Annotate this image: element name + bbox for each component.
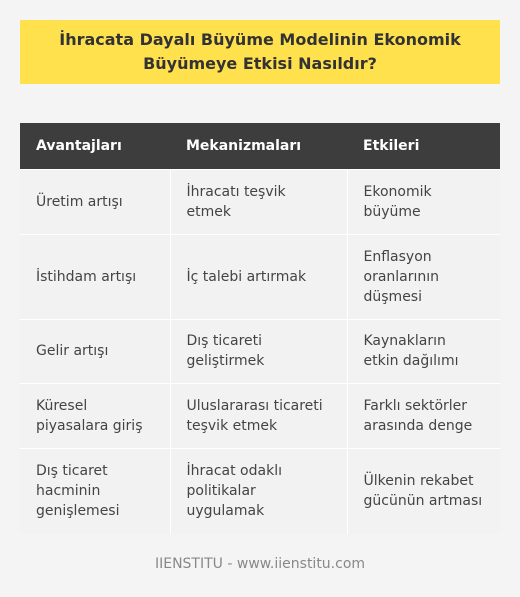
table-cell: İç talebi artırmak — [170, 234, 347, 319]
table-cell: İhracatı teşvik etmek — [170, 169, 347, 234]
table-cell: Üretim artışı — [20, 169, 170, 234]
table-row — [20, 319, 500, 383]
comparison-table — [20, 123, 500, 534]
table-header-row — [20, 123, 500, 169]
page-title: İhracata Dayalı Büyüme Modelinin Ekonomik Büyümeye Etkisi Nasıldır? — [59, 30, 461, 73]
table-row — [20, 169, 500, 234]
table-cell: Dış ticareti geliştirmek — [170, 319, 347, 383]
title-banner — [20, 20, 500, 84]
table-cell: Gelir artışı — [20, 319, 170, 383]
header-effects: Etkileri — [347, 123, 500, 169]
table-row — [20, 448, 500, 534]
header-mechanisms: Mekanizmaları — [170, 123, 347, 169]
table-cell: Dış ticaret hacminin genişlemesi — [20, 448, 170, 534]
table-cell: Ekonomik büyüme — [347, 169, 500, 234]
table-cell: Farklı sektörler arasında denge — [347, 383, 500, 448]
table-cell: İhracat odaklı politikalar uygulamak — [170, 448, 347, 534]
footer-credit: IIENSTITU - www.iienstitu.com — [154, 556, 366, 572]
header-advantages: Avantajları — [20, 123, 170, 169]
table-cell: Kaynakların etkin dağılımı — [347, 319, 500, 383]
table-cell: Enflasyon oranlarının düşmesi — [347, 234, 500, 319]
table-row — [20, 234, 500, 319]
table-cell: Küresel piyasalara giriş — [20, 383, 170, 448]
table-cell: Ülkenin rekabet gücünün artması — [347, 448, 500, 534]
table-cell: İstihdam artışı — [20, 234, 170, 319]
table-cell: Uluslararası ticareti teşvik etmek — [170, 383, 347, 448]
table-row — [20, 383, 500, 448]
